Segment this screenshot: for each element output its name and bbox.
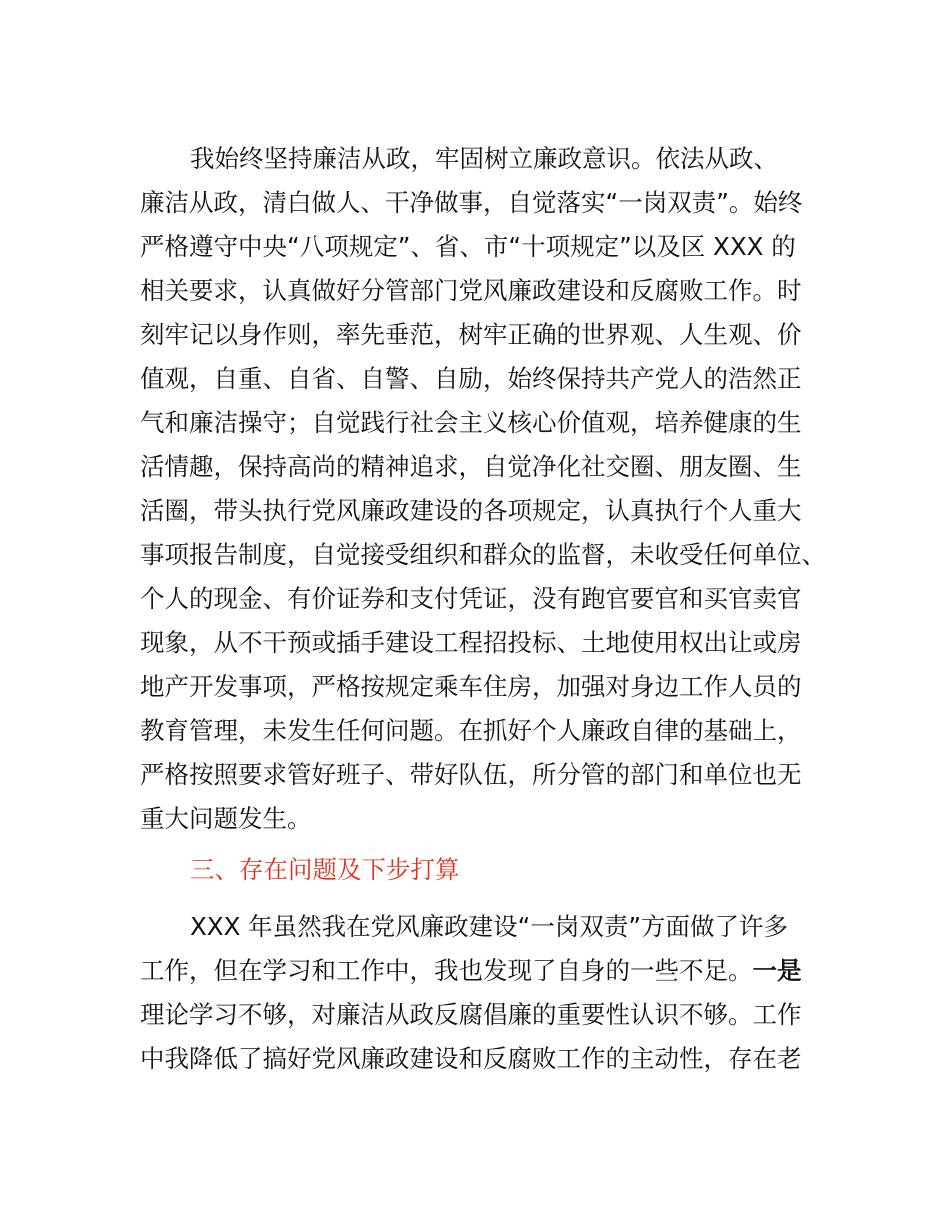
paragraph-line: 活情趣，保持高尚的精神追求，自觉净化社交圈、朋友圈、生 [140,452,802,481]
paragraph-line: XXX 年虽然我在党风廉政建设“一岗双责”方面做了许多 [190,912,789,941]
paragraph-line: 个人的现金、有价证券和支付凭证，没有跑官要官和买官卖官 [140,584,802,613]
paragraph-line: 刻牢记以身作则，率先垂范，树牢正确的世界观、人生观、价 [140,320,802,349]
paragraph-line: 严格按照要求管好班子、带好队伍，所分管的部门和单位也无 [140,760,802,789]
paragraph-line: 教育管理，未发生任何问题。在抓好个人廉政自律的基础上， [140,716,802,745]
paragraph-line: 活圈，带头执行党风廉政建设的各项规定，认真执行个人重大 [140,496,802,525]
emphasis-label: 一是 [752,956,802,985]
paragraph-line [140,948,820,994]
section-heading: 三、存在问题及下步打算 [190,855,460,884]
paragraph-line: 重大问题发生。 [140,804,312,833]
paragraph-line: 严格遵守中央“八项规定”、省、市“十项规定”以及区 XXX 的 [140,232,796,261]
paragraph-line: 中我降低了搞好党风廉政建设和反腐败工作的主动性，存在老 [140,1044,802,1073]
paragraph-line: 事项报告制度，自觉接受组织和群众的监督，未收受任何单位、 [140,540,826,569]
paragraph-line: 我始终坚持廉洁从政，牢固树立廉政意识。依法从政、 [190,144,778,173]
paragraph-line: 气和廉洁操守；自觉践行社会主义核心价值观，培养健康的生 [140,408,802,437]
paragraph-line: 地产开发事项，严格按规定乘车住房，加强对身边工作人员的 [140,672,802,701]
paragraph-text: 工作，但在学习和工作中，我也发现了自身的一些不足。 [140,956,753,985]
paragraph-line: 理论学习不够，对廉洁从政反腐倡廉的重要性认识不够。工作 [140,1000,802,1029]
paragraph-line: 值观，自重、自省、自警、自励，始终保持共产党人的浩然正 [140,364,802,393]
paragraph-line: 相关要求，认真做好分管部门党风廉政建设和反腐败工作。时 [140,276,802,305]
paragraph-line: 廉洁从政，清白做人、干净做事，自觉落实“一岗双责”。始终 [140,188,803,217]
paragraph-line: 现象，从不干预或插手建设工程招投标、土地使用权出让或房 [140,628,802,657]
